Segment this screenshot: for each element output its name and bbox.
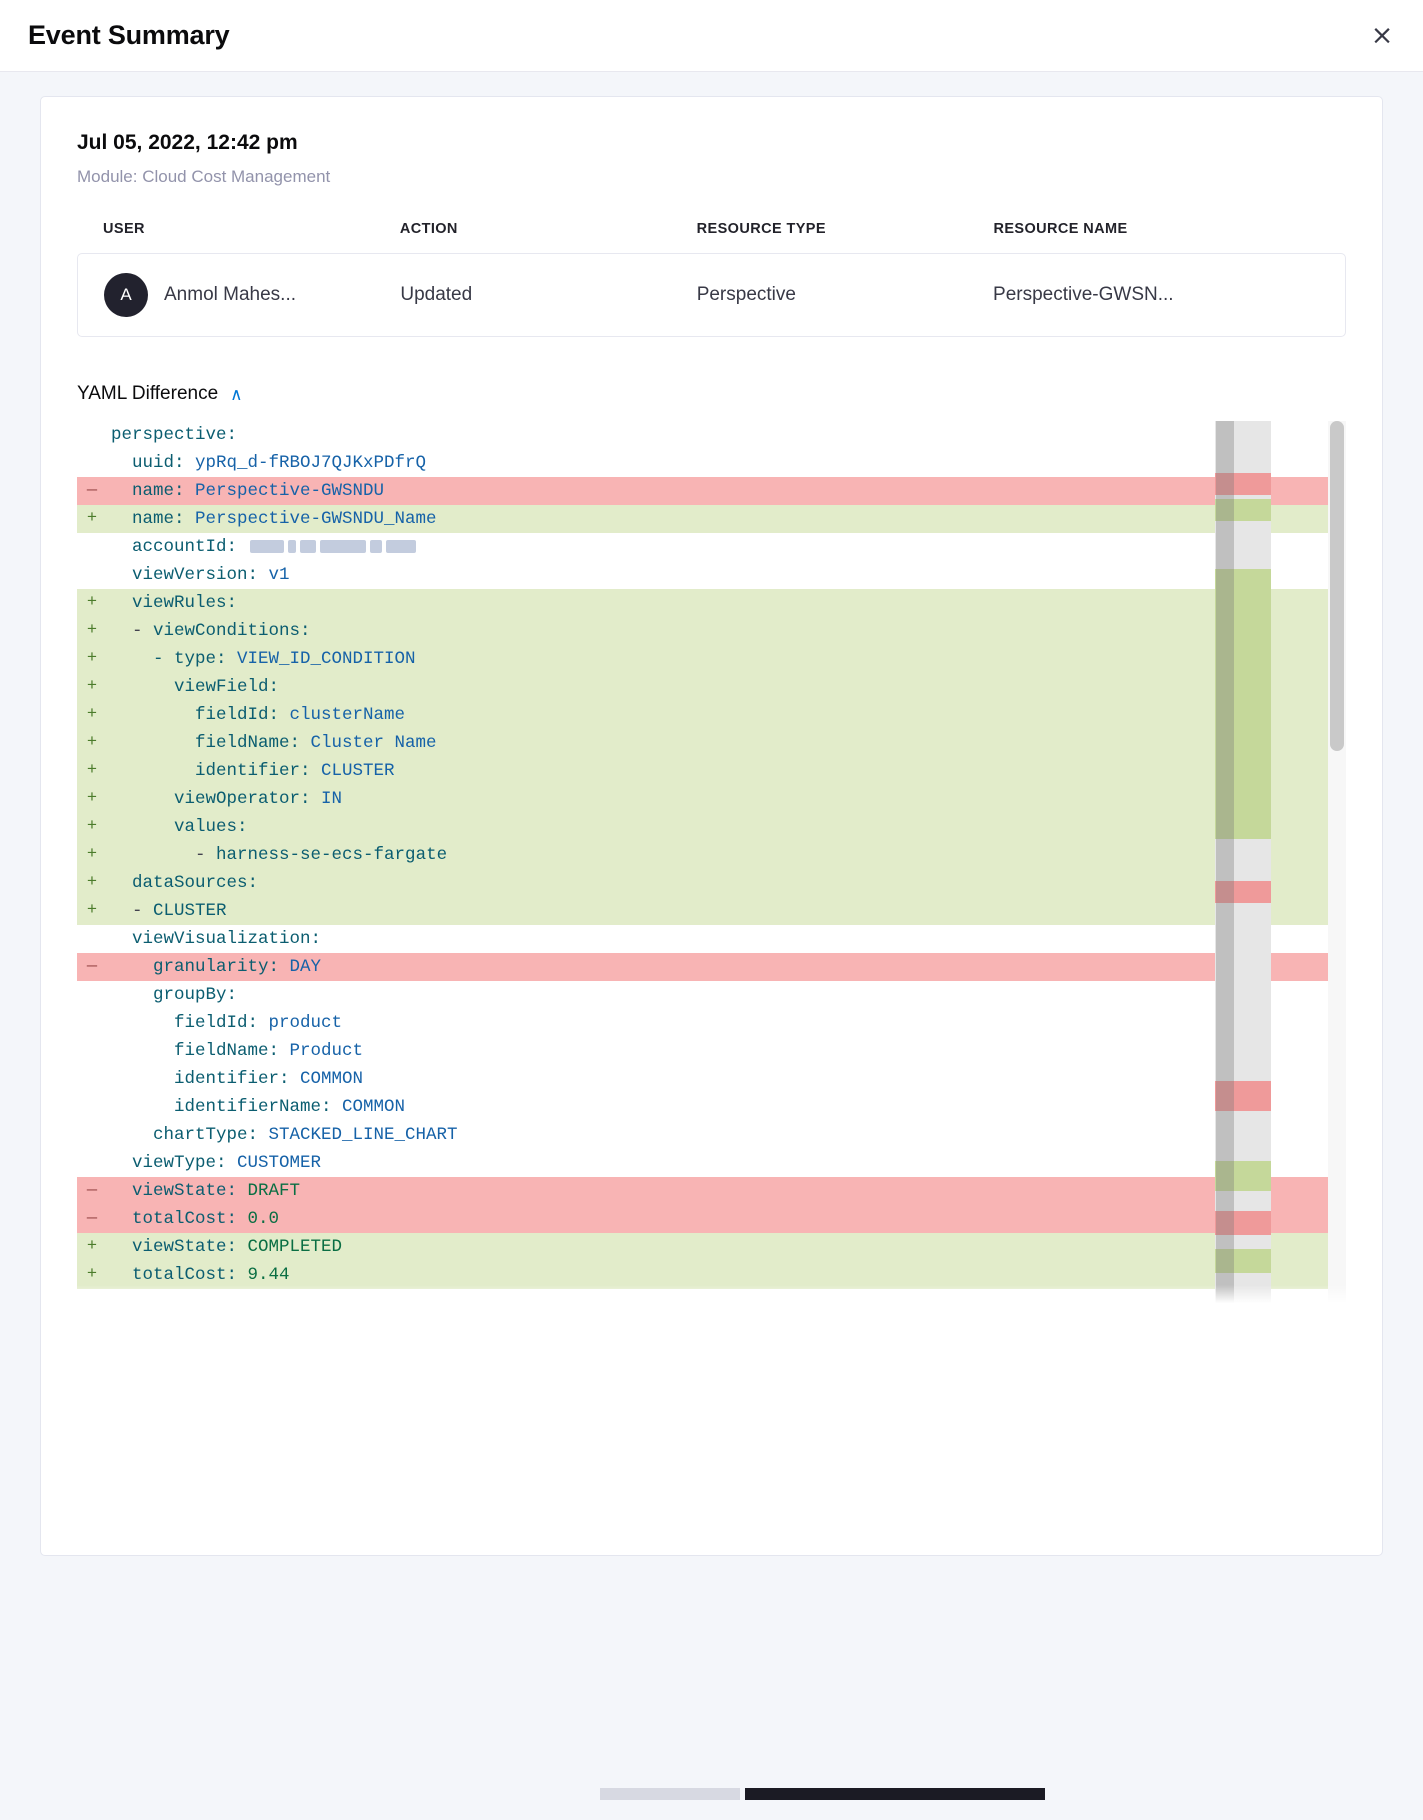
diff-line [77,897,1346,925]
diff-line [77,449,1346,477]
avatar: A [104,273,148,317]
bottom-strip-segment [745,1788,1045,1800]
diff-line [77,1037,1346,1065]
user-name: Anmol Mahes... [164,284,296,305]
diff-line [77,645,1346,673]
diff-line [77,1149,1346,1177]
diff-line [77,421,1346,449]
diff-line-text: values: [111,817,248,837]
diff-line-marker: + [86,845,98,864]
event-module: Module: Cloud Cost Management [77,167,331,186]
column-header-action: ACTION [399,221,458,237]
diff-line-marker: — [86,957,98,976]
diff-line-marker: + [86,817,98,836]
yaml-diff-viewer[interactable] [77,421,1346,1311]
diff-line-text: viewType: CUSTOMER [111,1153,322,1173]
diff-line [77,729,1346,757]
diff-line [77,869,1346,897]
diff-line [77,925,1346,953]
diff-line-marker: + [86,1237,98,1256]
diff-line-marker: + [86,1265,98,1284]
diff-line-text: accountId: [107,533,1346,561]
event-table-header [77,221,1346,237]
diff-line-text: dataSources: [111,873,259,893]
diff-line-text: fieldName: Product [111,1041,364,1061]
diff-line-marker: + [86,593,98,612]
diff-line-text: uuid: ypRq_d-fRBOJ7QJKxPDfrQ [111,453,427,473]
diff-line-marker: + [86,733,98,752]
diff-line-marker: + [86,789,98,808]
diff-line-marker: + [86,677,98,696]
diff-line [77,1009,1346,1037]
diff-line [77,981,1346,1009]
diff-scrollbar[interactable] [1328,421,1346,1311]
diff-line [77,757,1346,785]
diff-line-text: totalCost: 0.0 [111,1209,280,1229]
column-header-user: USER [103,221,145,237]
diff-line [77,1177,1346,1205]
diff-line-text: name: Perspective-GWSNDU [111,481,385,501]
diff-line-marker: + [86,621,98,640]
diff-line [77,533,1346,561]
column-header-resource-type: RESOURCE TYPE [696,221,826,237]
cell-user [104,273,400,317]
diff-line-text: identifier: CLUSTER [111,761,395,781]
diff-line [77,841,1346,869]
diff-line [77,953,1346,981]
table-row[interactable] [77,253,1346,337]
diff-line-text: - CLUSTER [111,901,227,921]
diff-line [77,785,1346,813]
diff-line-marker: + [86,509,98,528]
event-detail-card [40,96,1383,1556]
diff-line-text: viewOperator: IN [111,789,343,809]
minimap-viewport[interactable] [1216,421,1234,1311]
column-header-resource-name: RESOURCE NAME [993,221,1128,237]
diff-scrollbar-thumb[interactable] [1330,421,1344,751]
diff-line [77,1093,1346,1121]
diff-line [77,617,1346,645]
diff-line-text: identifier: COMMON [111,1069,364,1089]
diff-line-text: chartType: STACKED_LINE_CHART [111,1125,458,1145]
diff-line-text: granularity: DAY [111,957,322,977]
diff-line-marker: + [86,705,98,724]
diff-line-text: - harness-se-ecs-fargate [111,845,448,865]
yaml-difference-label: YAML Difference [77,383,219,404]
diff-line-marker: + [86,873,98,892]
diff-line [77,477,1346,505]
bottom-strip-segment [600,1788,740,1800]
diff-line [77,561,1346,589]
diff-line [77,1205,1346,1233]
page-title: Event Summary [28,20,230,50]
diff-line-text: fieldName: Cluster Name [111,733,437,753]
cell-action: Updated [400,284,473,305]
diff-line-text: identifierName: COMMON [111,1097,406,1117]
cell-resource-name: Perspective-GWSN... [993,284,1174,305]
diff-line [77,701,1346,729]
diff-line [77,589,1346,617]
diff-line-marker: — [86,1209,98,1228]
diff-line-marker: + [86,901,98,920]
diff-line-text: viewVisualization: [111,929,322,949]
diff-line-text: fieldId: clusterName [111,705,406,725]
diff-line-text: viewRules: [111,593,238,613]
diff-line-text: viewState: COMPLETED [111,1237,343,1257]
diff-line [77,505,1346,533]
diff-line-text: viewVersion: v1 [111,565,290,585]
diff-line-marker: + [86,649,98,668]
diff-lines [77,421,1346,1311]
modal-header [0,0,1423,72]
diff-line-marker: — [86,481,98,500]
event-timestamp: Jul 05, 2022, 12:42 pm [77,131,298,154]
diff-line-text: totalCost: 9.44 [111,1265,290,1285]
diff-line [77,1065,1346,1093]
close-icon[interactable]: × [1370,19,1394,51]
diff-line-marker: — [86,1181,98,1200]
diff-fade-overlay [77,1285,1346,1311]
diff-line-text: perspective: [111,425,238,445]
bottom-strip [0,1780,1423,1800]
diff-line-text: - viewConditions: [111,621,311,641]
diff-line [77,1121,1346,1149]
diff-line-text: groupBy: [111,985,238,1005]
diff-line-text: viewField: [111,677,280,697]
diff-line-text: - type: VIEW_ID_CONDITION [111,649,416,669]
diff-line-text: name: Perspective-GWSNDU_Name [111,509,437,529]
diff-line-marker: + [86,761,98,780]
diff-line-text: viewState: DRAFT [111,1181,301,1201]
chevron-up-icon: ∧ [230,384,243,404]
cell-resource-type: Perspective [696,284,796,305]
yaml-difference-toggle[interactable] [77,383,1346,405]
diff-line [77,813,1346,841]
diff-line [77,1233,1346,1261]
diff-line [77,673,1346,701]
diff-line-text: fieldId: product [111,1013,343,1033]
